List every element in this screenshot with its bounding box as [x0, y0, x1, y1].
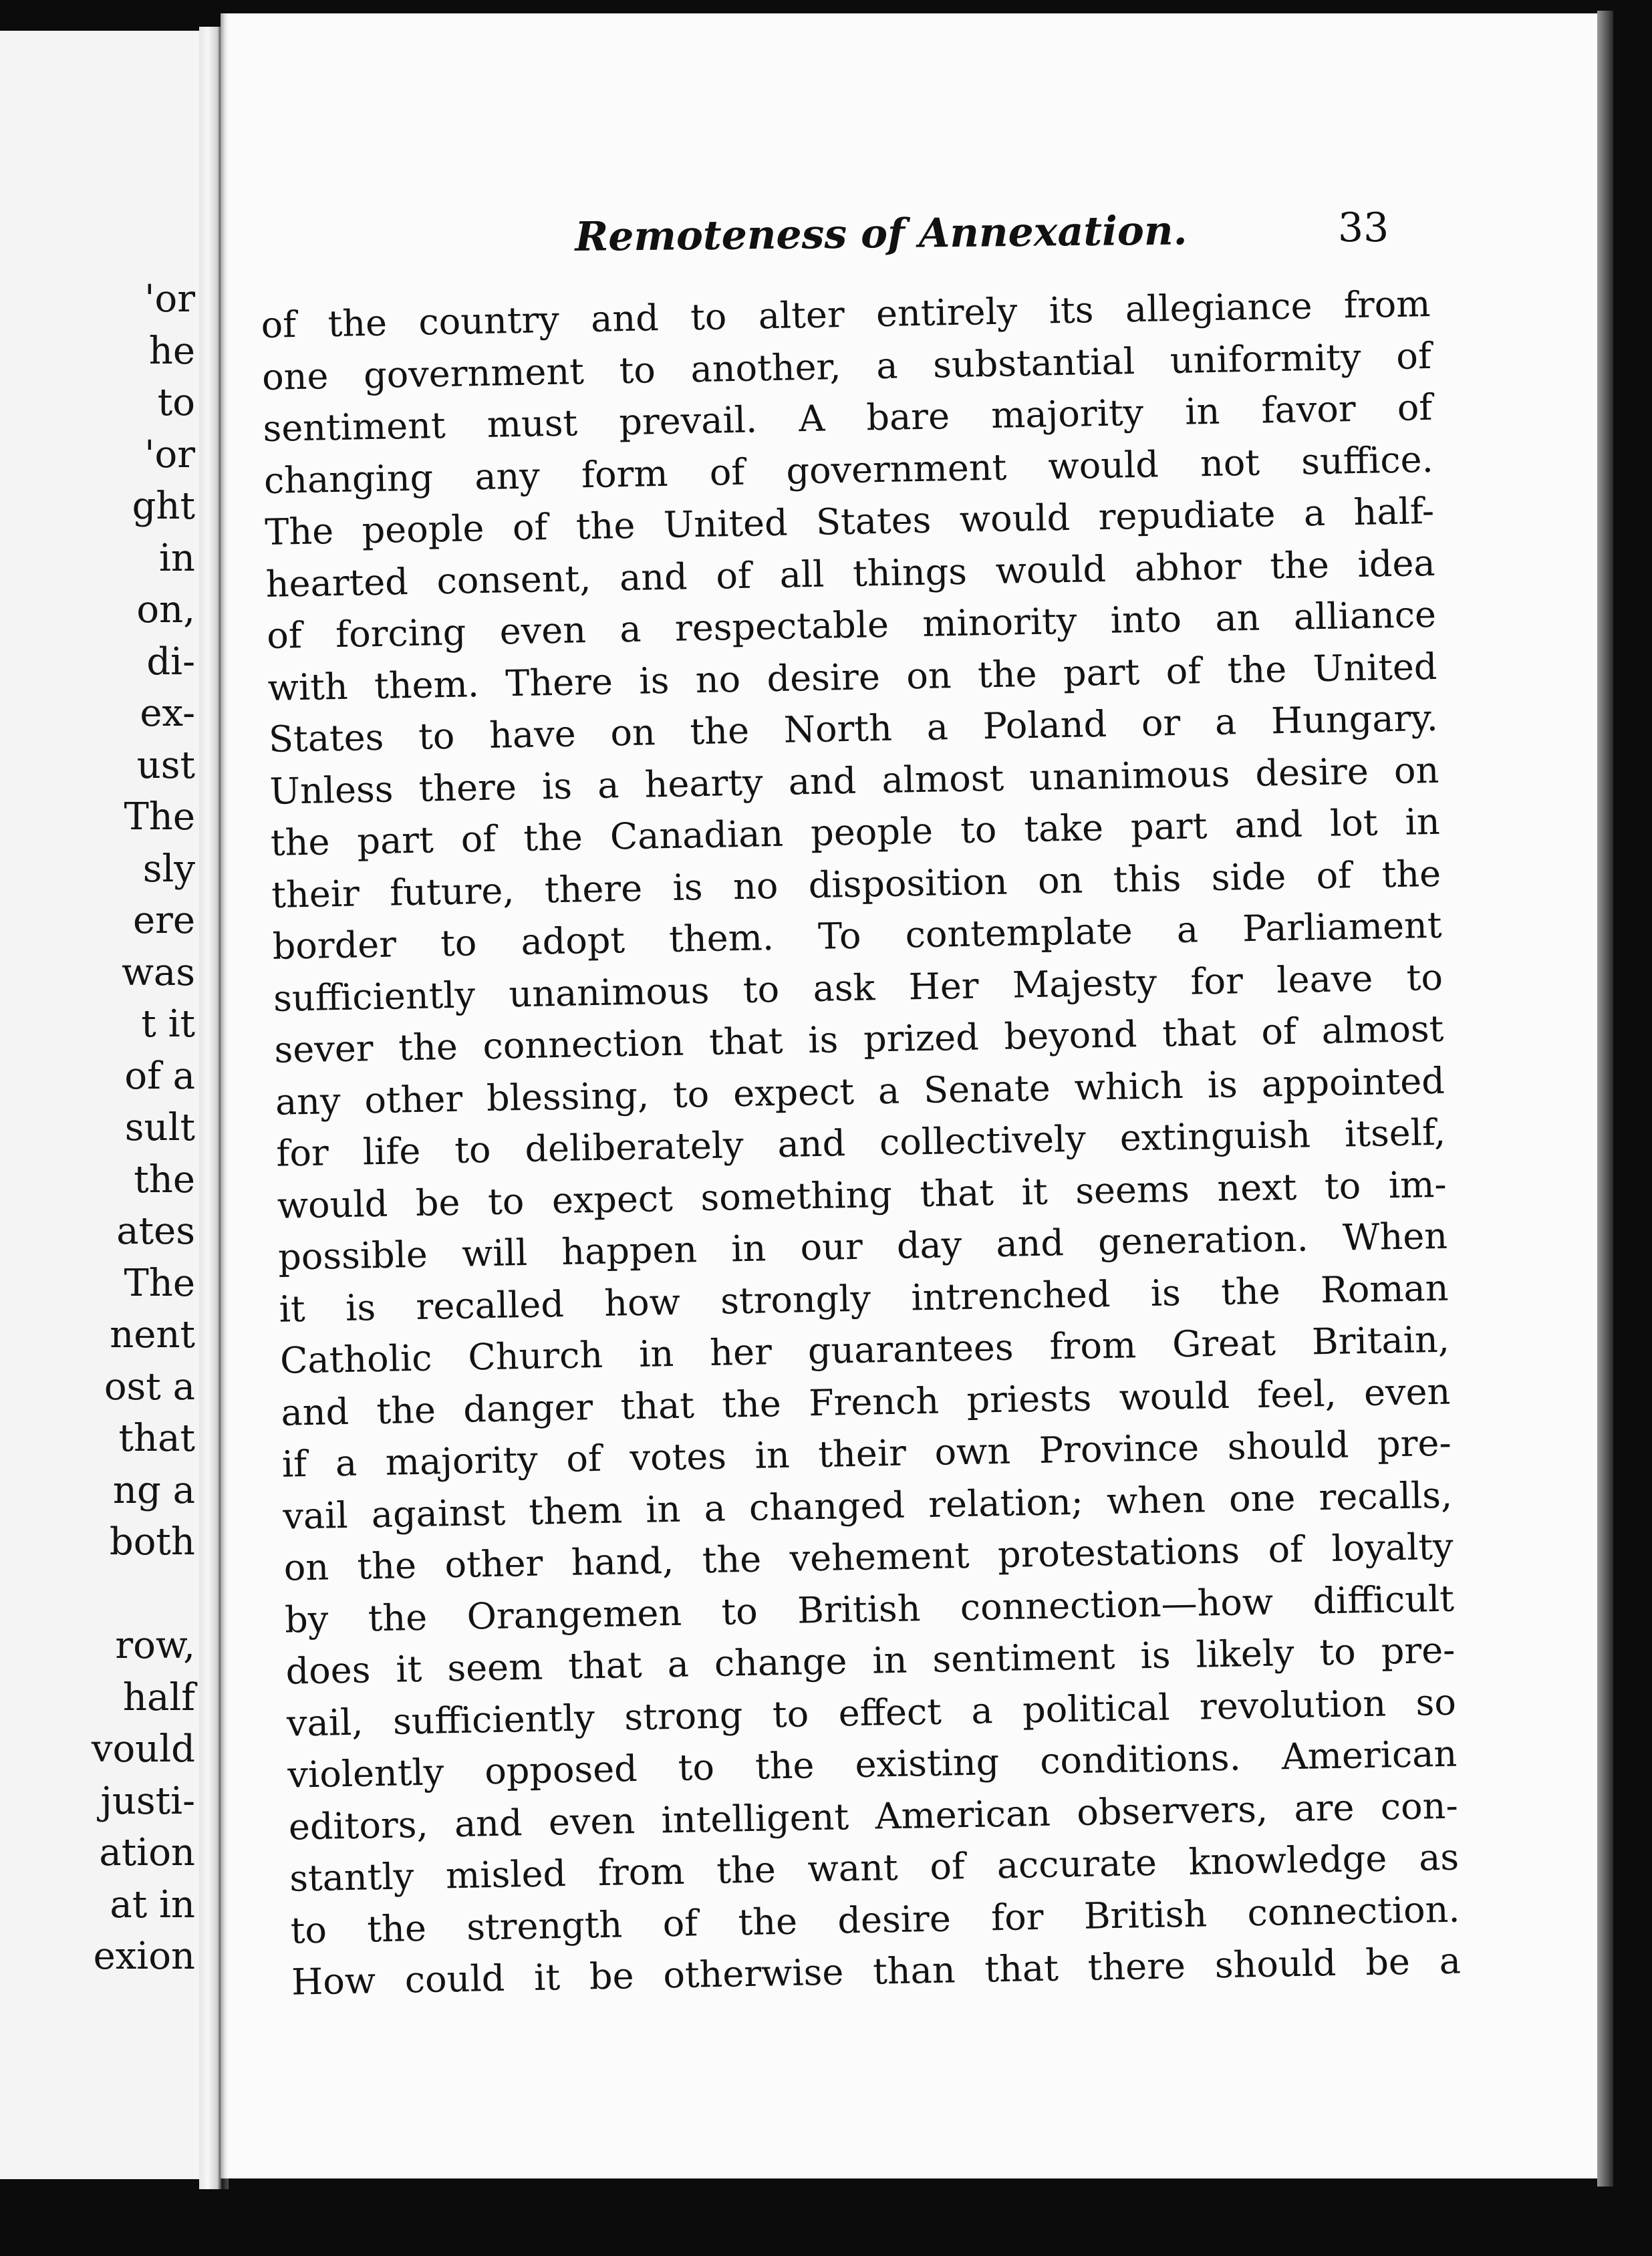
- page-number: 33: [1338, 204, 1389, 251]
- text-line: The people of the United States would repudiate a half-: [264, 489, 1435, 553]
- page-edge-shadow: [1597, 11, 1613, 2187]
- text-line: possible will happen in our day and generation. When: [277, 1214, 1448, 1278]
- text-line: the part of the Canadian people to take part and lot in: [270, 800, 1441, 864]
- left-page-line-fragment: exion: [93, 1935, 195, 1978]
- text-line: hearted consent, and of all things would abhor the idea: [265, 541, 1436, 605]
- left-page-line-fragment: 'or: [144, 432, 195, 476]
- left-page-line-fragment: 'or: [144, 277, 195, 321]
- text-line: on the other hand, the vehement protestations of loyalty: [283, 1525, 1454, 1589]
- text-line: border to adopt them. To contemplate a Parliament: [272, 903, 1443, 968]
- left-page-line-fragment: ation: [99, 1831, 195, 1874]
- left-page-line-fragment: The: [124, 795, 195, 839]
- text-line: if a majority of votes in their own Province should pre-: [281, 1421, 1452, 1486]
- text-line: for life to deliberately and collectively extinguish itself,: [275, 1111, 1446, 1175]
- text-line: changing any form of government would not suffice.: [263, 438, 1434, 502]
- text-line: sentiment must prevail. A bare majority in favor of: [262, 386, 1433, 450]
- left-page-line-fragment: the: [134, 1157, 195, 1202]
- text-line: of forcing even a respectable minority into an alliance: [266, 593, 1437, 657]
- left-page-line-fragment: ere: [132, 899, 195, 942]
- left-page-line-fragment: ates: [116, 1210, 195, 1253]
- text-line: one government to another, a substantial uniformity of: [261, 334, 1432, 398]
- left-page-line-fragment: di-: [146, 640, 195, 684]
- text-line: States to have on the North a Poland or a Hungary.: [268, 696, 1439, 760]
- text-line: any other blessing, to expect a Senate which is appointed: [275, 1059, 1446, 1123]
- left-page-line-fragment: ost a: [104, 1365, 195, 1409]
- text-line: does it seem that a change in sentiment is likely to pre-: [285, 1629, 1456, 1693]
- text-line: and the danger that the French priests would feel, even: [280, 1370, 1451, 1434]
- left-page-line-fragment: was: [121, 950, 195, 994]
- left-page-line-fragment: he: [148, 329, 195, 373]
- left-page-line-fragment: vould: [91, 1727, 195, 1771]
- left-page-line-fragment: t it: [141, 1002, 195, 1046]
- left-page-line-fragment: that: [118, 1417, 195, 1460]
- left-page-line-fragment: half: [122, 1675, 195, 1719]
- left-page-line-fragment: on,: [136, 588, 195, 631]
- text-line: stantly misled from the want of accurate knowledge as: [289, 1836, 1460, 1900]
- text-line: vail against them in a changed relation; when one recalls,: [282, 1473, 1453, 1538]
- running-head: Remoteness of Annexation.: [575, 207, 1188, 261]
- text-line: Unless there is a hearty and almost unanimous desire on: [269, 748, 1439, 813]
- text-line: of the country and to alter entirely its allegiance from: [261, 282, 1431, 346]
- left-page-line-fragment: both: [109, 1520, 195, 1564]
- text-line: vail, sufficiently strong to effect a political revolution so: [286, 1681, 1457, 1745]
- left-page-line-fragment: ght: [132, 484, 195, 528]
- left-page-line-fragment: in: [159, 536, 195, 580]
- previous-page-fragment: [0, 31, 199, 2179]
- text-line: to the strength of the desire for British connection.: [290, 1888, 1461, 1952]
- text-line: their future, there is no disposition on this side of the: [271, 852, 1441, 916]
- text-line: editors, and even intelligent American observers, are con-: [288, 1784, 1459, 1848]
- left-page-line-fragment: sly: [142, 847, 195, 891]
- left-page-line-fragment: row,: [115, 1624, 195, 1667]
- text-line: sever the connection that is prized beyond that of almost: [274, 1007, 1444, 1071]
- text-line: with them. There is no desire on the part of the United: [267, 645, 1437, 709]
- left-page-line-fragment: to: [157, 381, 195, 424]
- text-line: by the Orangemen to British connection—how difficult: [284, 1577, 1455, 1641]
- body-text: [261, 278, 1462, 2008]
- text-line: violently opposed to the existing conditions. American: [287, 1732, 1458, 1796]
- left-page-line-fragment: ex-: [140, 692, 195, 735]
- text-line: sufficiently unanimous to ask Her Majesty for leave to: [273, 956, 1443, 1020]
- left-page-line-fragment: justi-: [100, 1779, 195, 1823]
- text-line: it is recalled how strongly intrenched is the Roman: [279, 1266, 1449, 1330]
- left-page-line-fragment: nent: [110, 1313, 195, 1357]
- left-page-line-fragment: at in: [110, 1882, 195, 1927]
- left-page-line-fragment: of a: [124, 1054, 195, 1098]
- text-line: would be to expect something that it seems next to im-: [277, 1163, 1448, 1227]
- left-page-line-fragment: ng a: [112, 1468, 195, 1512]
- text-line: Catholic Church in her guarantees from Great Britain,: [279, 1318, 1450, 1382]
- left-page-line-fragment: ust: [136, 743, 195, 787]
- left-page-line-fragment: The: [124, 1261, 195, 1305]
- book-page: [221, 13, 1597, 2178]
- text-line: How could it be otherwise than that there should be a: [291, 1939, 1462, 2003]
- left-page-line-fragment: sult: [124, 1106, 195, 1149]
